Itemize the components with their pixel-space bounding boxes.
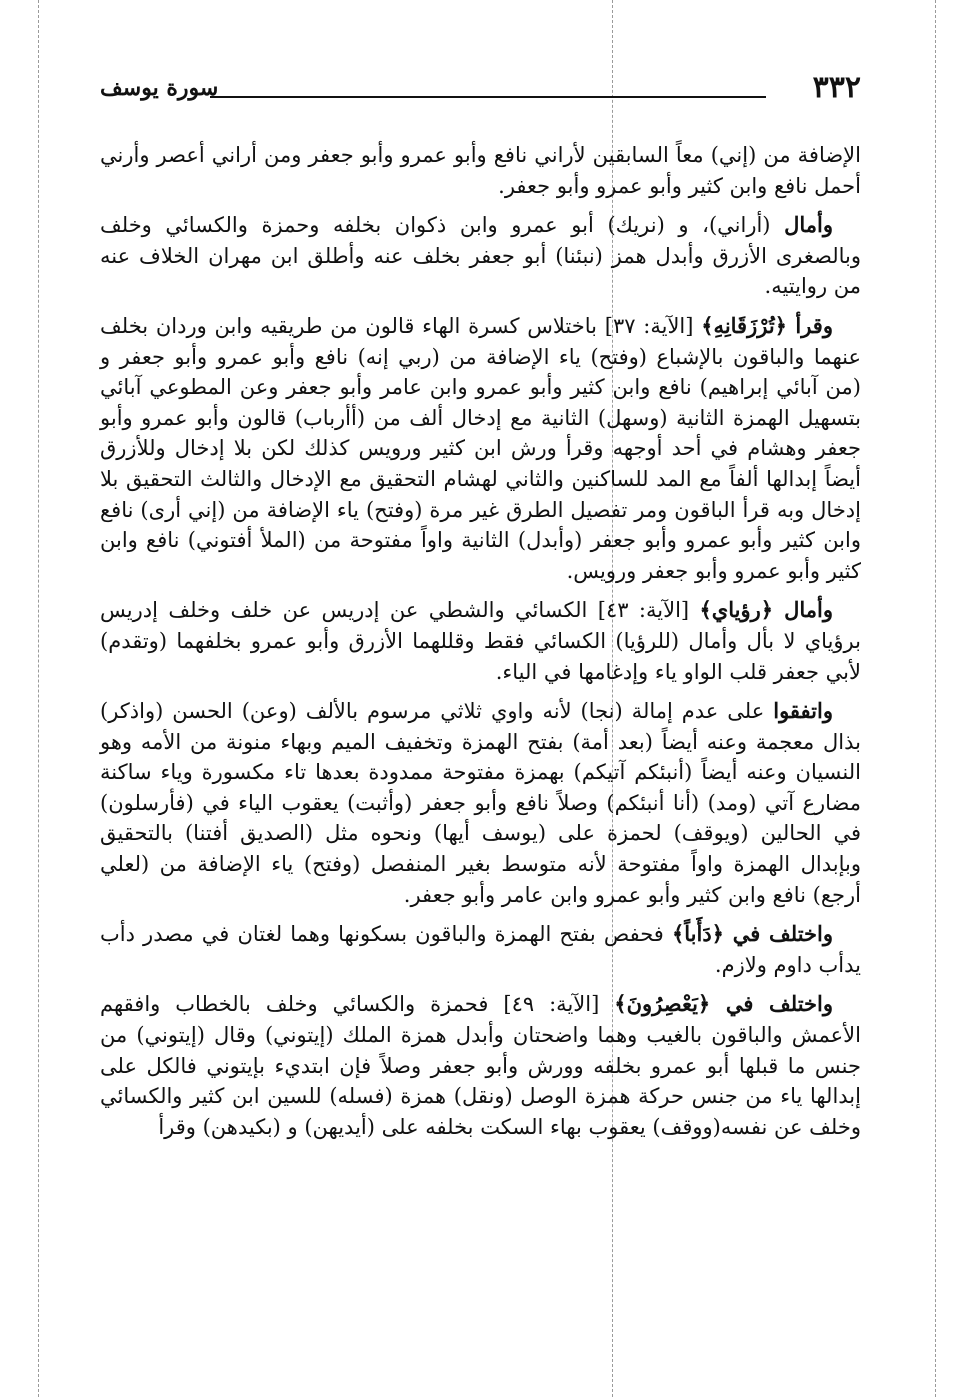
paragraph-lead: وقرأ ﴿تُرْزَقَانِهِ﴾ xyxy=(701,312,833,338)
paragraph-lead: واختلف في ﴿دَأَباً﴾ xyxy=(671,921,834,947)
paragraph xyxy=(100,595,861,687)
paragraph-lead: واختلف في ﴿يَعْصِرُونَ﴾ xyxy=(614,991,833,1017)
page-header xyxy=(100,68,861,108)
layout-guide-line xyxy=(935,0,936,1397)
main-text xyxy=(100,140,861,1151)
layout-guide-line xyxy=(38,0,39,1397)
paragraph-lead: وأمال xyxy=(784,212,833,238)
paragraph-body: [الآية: ٣٧] باختلاس كسرة الهاء قالون من طريقيه وابن وردان بخلف عنهما والباقون بالإشباع (وفتح) ياء الإضافة من (ربي إنه) نافع وأبو عمرو وأبو جعفر و (من آبائي إبراهيم) نافع وابن كثير وأبو عمرو وابن عامر وأبو جعفر وعن المطوعي آبائي بتسهيل الهمزة الثانية (وسهل) الثانية مع إدخال ألف من (أأرباب) قالون وأبو عمرو وأبو جعفر وهشام في أحد أوجهه وقرأ ورش ابن كثير ورويس كذلك لكن بلا إدخال وللأزرق أيضاً إبدالها ألفاً مع المد للساكنين والثاني لهشام التحقيق مع الإدخال والثالث التحقيق بلا إدخال وبه قرأ الباقون ومر تفصيل الطرق غير مرة (وفتح) ياء الإضافة من (إني أرى) نافع وابن كثير وأبو عمرو وأبو جعفر (وأبدل) الثانية واواً مفتوحة من (الملأ أفتوني) نافع وابن كثير وأبو عمرو وأبو جعفر ورويس. xyxy=(100,313,861,583)
paragraph-body: فحفص بفتح الهمزة والباقون بسكونها وهما لغتان في مصدر دأب يدأب داوم ولازم. xyxy=(100,922,861,977)
surah-title: سورة يوسف xyxy=(100,75,219,101)
paragraph xyxy=(100,989,861,1142)
paragraph xyxy=(100,696,861,910)
page-number: ٣٣٢ xyxy=(812,70,861,105)
header-rule xyxy=(210,96,766,98)
paragraph-body: على عدم إمالة (نجا) لأنه واوي ثلاثي مرسوم بالألف (وعن) الحسن (واذكر) بذال معجمة وعنه أيضاً (بعد أمة) بفتح الهمزة وتخفيف الميم وبهاء منونة من الأمه وهو النسيان وعنه أيضاً (أنبئكم آتيكم) بهمزة مفتوحة ممدودة بعدها تاء مكسورة وياء ساكنة مضارع آتي (ومد) (أنا أنبئكم) وصلاً نافع وأبو جعفر (وأثبت) يعقوب الياء في (فأرسلون) في الحالين (ويوقف) لحمزة على (يوسف أيها) ونحوه مثل (الصديق أفتنا) بالتحقيق وبإبدال الهمزة واواً مفتوحة لأنه متوسط بغير المنفصل (وفتح) ياء الإضافة من (لعلي أرجع) نافع وابن كثير وأبو عمرو وابن عامر وأبو جعفر. xyxy=(100,699,861,907)
paragraph xyxy=(100,919,861,980)
paragraph-body: [الآية: ٤٣] الكسائي والشطي عن إدريس عن خلف وخلف إدريس برؤياي لا بأل وأمال (للرؤيا) الكسائي فقط وقللهما الأزرق وأبو عمرو بخلفهما (وتقدم) لأبي جعفر قلب الواو ياء وإدغامها في الياء. xyxy=(100,598,861,684)
paragraph-body: [الآية: ٤٩] فحمزة والكسائي وخلف بالخطاب وافقهم الأعمش والباقون بالغيب وهما واضحتان وأبدل همزة الملك (إيتوني) وقال (إيتوني) من جنس ما قبلها أبو عمرو بخلفه وورش وأبو جعفر وصلاً فإن ابتديء بإيتوني فالكل على إبدالها ياء من جنس حركة همزة الوصل (ونقل) همزة (فسله) للسين ابن كثير والكسائي وخلف عن نفسه(ووقف) يعقوب بهاء السكت بخلفه على (أيديهن) و (بكيدهن) وقرأ xyxy=(100,992,861,1139)
paragraph-lead: وأمال ﴿رؤياي﴾ xyxy=(699,597,833,623)
paragraph-body: الإضافة من (إني) معاً السابقين لأراني نافع وأبو عمرو وأبو جعفر ومن أراني أعصر وأرني أحمل نافع وابن كثير وأبو عمرو وأبو جعفر. xyxy=(100,143,861,198)
paragraph xyxy=(100,140,861,201)
paragraph xyxy=(100,311,861,586)
paragraph xyxy=(100,210,861,302)
paragraph-lead: واتفقوا xyxy=(773,698,833,724)
paragraph-body: (أراني)، و (نريك) أبو عمرو وابن ذكوان بخلفه وحمزة والكسائي وخلف وبالصغرى الأزرق وأبدل همز (نبئنا) أبو جعفر بخلف عنه وأطلق ابن مهران الخلاف عنه من روايتيه. xyxy=(100,213,861,299)
